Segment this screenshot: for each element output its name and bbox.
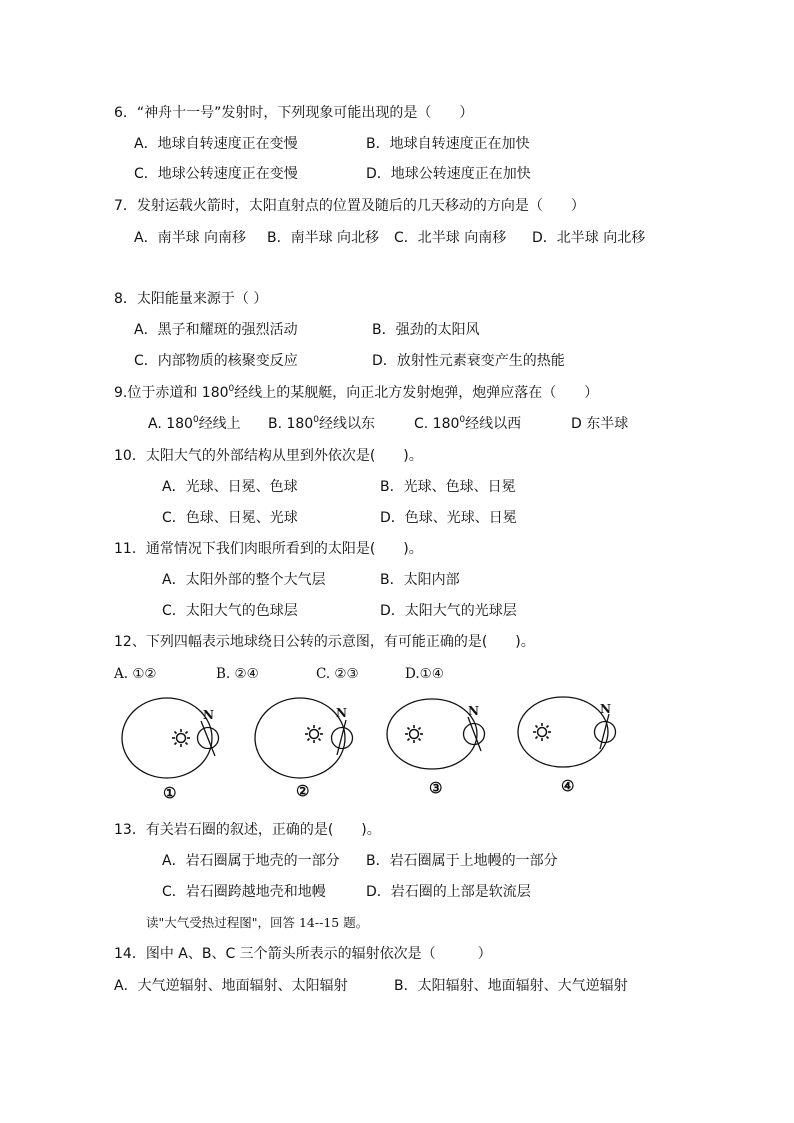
north-label: N — [336, 706, 347, 720]
q9-option-c: C. $180^0$经线以西 — [414, 415, 522, 432]
q7-option-a: A．南半球 向南移 — [134, 230, 247, 246]
q11-stem: 11．通常情况下我们肉眼所看到的太阳是( )。 — [114, 541, 423, 557]
q11-option-c: C．太阳大气的色球层 — [162, 603, 298, 619]
q10-stem: 10．太阳大气的外部结构从里到外依次是( )。 — [114, 448, 423, 464]
figure-label-1: ① — [163, 784, 177, 802]
q7-option-b: B．南半球 向北移 — [267, 230, 380, 246]
q14-option-a: A．大气逆辐射、地面辐射、太阳辐射 — [114, 978, 348, 994]
q7-option-d: D．北半球 向北移 — [532, 230, 646, 246]
q9-option-a: A. $180^0$经线上 — [148, 415, 241, 432]
orbit-diagram — [0, 690, 794, 830]
north-label: N — [468, 704, 479, 718]
figure-label-2: ② — [296, 782, 310, 800]
q6-option-c: C．地球公转速度正在变慢 — [134, 166, 298, 182]
sun-icon — [172, 729, 190, 747]
q6-option-a: A．地球自转速度正在变慢 — [134, 136, 298, 152]
q12-option-b: B. ②④ — [216, 666, 259, 682]
q12-stem: 12、下列四幅表示地球绕日公转的示意图，有可能正确的是( )。 — [114, 634, 535, 650]
q14-option-b: B．太阳辐射、地面辐射、大气逆辐射 — [394, 978, 628, 994]
q8-stem: 8．太阳能量来源于（ ） — [114, 291, 268, 307]
q12-option-c: C. ②③ — [316, 666, 359, 682]
q13-stem: 13．有关岩石圈的叙述，正确的是( )。 — [114, 822, 381, 838]
north-label: N — [600, 702, 611, 716]
figure-label-3: ③ — [429, 779, 443, 797]
q11-option-d: D．太阳大气的光球层 — [380, 603, 517, 619]
sun-icons — [172, 723, 551, 747]
q10-option-c: C．色球、日冕、光球 — [162, 510, 298, 526]
q9-stem: 9.位于赤道和 $180^0$经线上的某舰艇，向正北方发射炮弹，炮弹应落在（ ） — [114, 384, 599, 401]
q10-option-d: D．色球、光球、日冕 — [380, 510, 517, 526]
sun-icon — [405, 725, 423, 743]
q6-option-d: D．地球公转速度正在加快 — [366, 166, 531, 182]
figure-label-4: ④ — [561, 777, 575, 795]
q14-stem: 14．图中 A、B、C 三个箭头所表示的辐射依次是（ ） — [114, 946, 492, 962]
q12-option-d: D.①④ — [405, 666, 444, 682]
q10-option-b: B．光球、色球、日冕 — [380, 479, 516, 495]
q6-option-b: B．地球自转速度正在加快 — [366, 136, 530, 152]
q13-option-c: C．岩石圈跨越地壳和地幔 — [162, 884, 326, 900]
q13-option-a: A．岩石圈属于地壳的一部分 — [162, 853, 340, 869]
q10-option-a: A．光球、日冕、色球 — [162, 479, 298, 495]
q11-option-a: A．太阳外部的整个大气层 — [162, 572, 326, 588]
reading-note: 读"大气受热过程图"，回答 14--15 题。 — [146, 915, 369, 930]
sun-icon — [305, 725, 323, 743]
q6-stem: 6．“神舟十一号”发射时，下列现象可能出现的是（ ） — [114, 105, 474, 121]
q8-option-d: D．放射性元素衰变产生的热能 — [372, 353, 565, 369]
north-label: N — [203, 708, 214, 722]
q9-option-d: D 东半球 — [571, 416, 629, 432]
q8-option-a: A．黑子和耀斑的强烈活动 — [134, 322, 298, 338]
q9-option-b: B. $180^0$经线以东 — [268, 415, 375, 432]
q11-option-b: B．太阳内部 — [380, 572, 460, 588]
q13-option-b: B．岩石圈属于上地幔的一部分 — [366, 853, 558, 869]
sun-icon — [533, 723, 551, 741]
q7-stem: 7．发射运载火箭时，太阳直射点的位置及随后的几天移动的方向是（ ） — [114, 198, 585, 214]
q8-option-b: B．强劲的太阳风 — [372, 322, 480, 338]
q12-option-a: A. ①② — [114, 666, 157, 682]
q13-option-d: D．岩石圈的上部是软流层 — [366, 884, 531, 900]
q8-option-c: C．内部物质的核聚变反应 — [134, 353, 298, 369]
q7-option-c: C．北半球 向南移 — [394, 230, 507, 246]
